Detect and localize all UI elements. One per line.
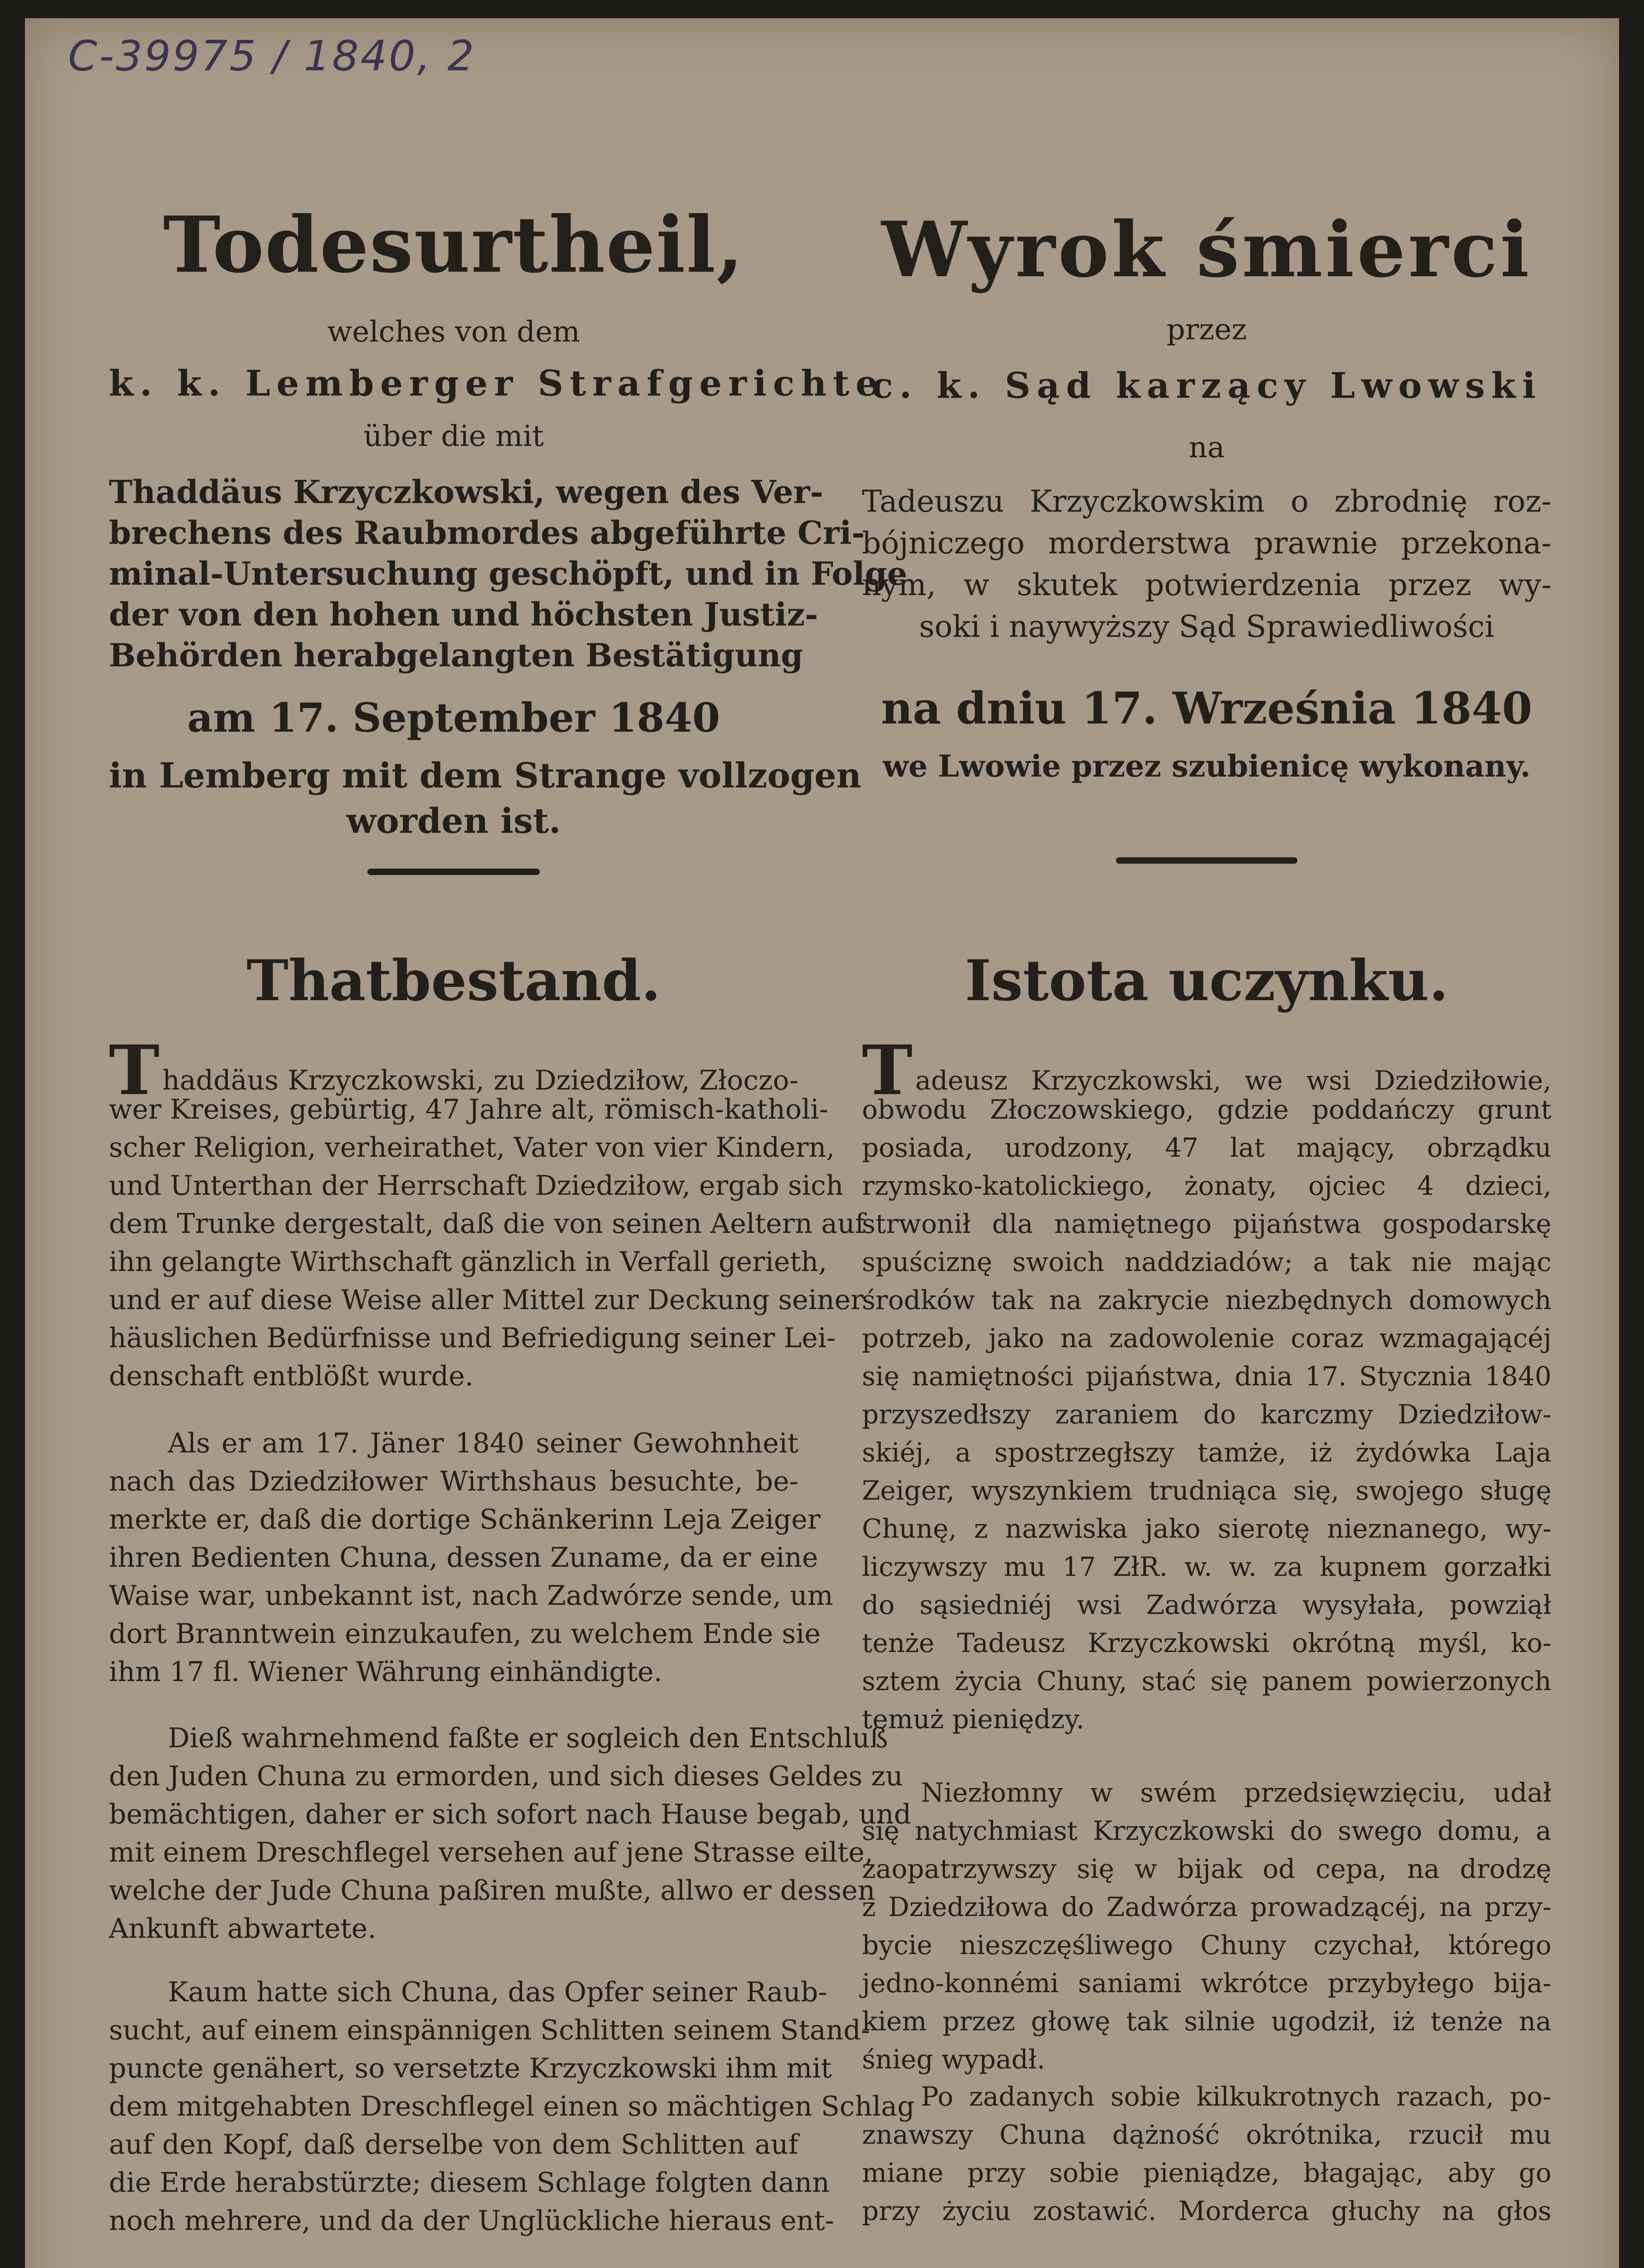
polish-closing: we Lwowie przez szubienicę wykonany. bbox=[882, 748, 1531, 784]
line: kiem przez głowę tak silnie ugodził, iż tenże na bbox=[862, 2006, 1551, 2037]
line: spuściznę swoich naddziadów; a tak nie mając bbox=[862, 1246, 1551, 1277]
line: Tadeuszu Krzyczkowskim o zbrodnię roz- bbox=[862, 484, 1551, 519]
line: minal-Untersuchung geschöpft, und in Folge bbox=[109, 555, 907, 592]
line: miane przy sobie pieniądze, błagając, aby go bbox=[862, 2157, 1551, 2188]
line: środków tak na zakrycie niezbędnych domowych bbox=[862, 1285, 1551, 1315]
line: soki i naywyższy Sąd Sprawiedliwości bbox=[919, 609, 1494, 644]
line: zaopatrzywszy się w bijak od cepa, na drodzę bbox=[862, 1853, 1551, 1884]
line: nach das Dziedziłower Wirthshaus besuchte, be- bbox=[109, 1466, 798, 1497]
line: haddäus Krzyczkowski, zu Dziedziłow, Złoczo- bbox=[162, 1065, 798, 1096]
line: Ankunft abwartete. bbox=[109, 1913, 377, 1945]
line: się namiętności pijaństwa, dnia 17. Stycznia 1840 bbox=[862, 1361, 1551, 1392]
german-closing-1: in Lemberg mit dem Strange vollzogen bbox=[109, 755, 861, 796]
german-title: Todesurtheil, bbox=[163, 200, 744, 290]
line: Po zadanych sobie kilkukrotnych razach, po- bbox=[921, 2081, 1551, 2112]
line: posiada, urodzony, 47 lat mający, obrządku bbox=[862, 1132, 1551, 1163]
german-paragraph-3 bbox=[109, 1719, 911, 1948]
line: rzymsko-katolickiego, żonaty, ojciec 4 dzieci, bbox=[862, 1170, 1551, 1201]
line: und er auf diese Weise aller Mittel zur Deckung seiner bbox=[109, 1284, 864, 1316]
german-paragraph-1 bbox=[109, 1031, 865, 1395]
polish-paragraph-2 bbox=[862, 1774, 1551, 2078]
line: nym, w skutek potwierdzenia przez wy- bbox=[862, 567, 1551, 602]
line: skiéj, a spostrzegłszy tamże, iż żydówka Laja bbox=[862, 1437, 1551, 1468]
line: bemächtigen, daher er sich sofort nach Hause begab, und bbox=[109, 1799, 911, 1830]
line: scher Religion, verheirathet, Vater von vier Kindern, bbox=[109, 1132, 835, 1163]
line: Als er am 17. Jäner 1840 seiner Gewohnheit bbox=[168, 1427, 798, 1459]
line: przyszedłszy zaraniem do karczmy Dziedziłow- bbox=[862, 1399, 1551, 1430]
line: temuż pieniędzy. bbox=[862, 1704, 1085, 1735]
line: sucht, auf einem einspännigen Schlitten seinem Stand- bbox=[109, 2014, 870, 2046]
line: z Dziedziłowa do Zadwórza prowadzącéj, na przy- bbox=[862, 1892, 1551, 1922]
german-intro-1: welches von dem bbox=[327, 315, 580, 349]
line: Kaum hatte sich Chuna, das Opfer seiner Raub- bbox=[168, 1976, 827, 2008]
line: Dieß wahrnehmend faßte er sogleich den Entschluß bbox=[168, 1722, 888, 1754]
line: Chunę, z nazwiska jako sierotę nieznanego, wy- bbox=[862, 1513, 1551, 1544]
line: ihm 17 fl. Wiener Währung einhändigte. bbox=[109, 1656, 663, 1688]
line: denschaft entblößt wurde. bbox=[109, 1360, 474, 1392]
german-court: k. k. Lemberger Strafgerichte bbox=[109, 363, 885, 404]
line: ihren Bedienten Chuna, dessen Zuname, da er eine bbox=[109, 1542, 818, 1574]
line: welche der Jude Chuna paßiren mußte, allwo er dessen bbox=[109, 1875, 876, 1906]
german-section-title: Thatbestand. bbox=[246, 948, 661, 1014]
line: auf den Kopf, daß derselbe von dem Schlitten auf bbox=[109, 2129, 798, 2160]
line: potrzeb, jako na zadowolenie coraz wzmagającéj bbox=[862, 1323, 1551, 1354]
line: Waise war, unbekannt ist, nach Zadwórze sende, um bbox=[109, 1580, 833, 1612]
line: brechens des Raubmordes abgeführte Cri- bbox=[109, 514, 865, 552]
line: und Unterthan der Herrschaft Dziedziłow, ergab sich bbox=[109, 1170, 844, 1202]
line: wer Kreises, gebürtig, 47 Jahre alt, römisch-katholi- bbox=[109, 1094, 828, 1125]
line: dem Trunke dergestalt, daß die von seinen Aeltern auf bbox=[109, 1208, 865, 1240]
polish-paragraph-1 bbox=[862, 1031, 1551, 1738]
line: ihn gelangte Wirthschaft gänzlich in Verfall gerieth, bbox=[109, 1246, 827, 1278]
german-closing-2: worden ist. bbox=[346, 801, 561, 841]
divider bbox=[1116, 857, 1297, 864]
line: die Erde herabstürzte; diesem Schlage folgten dann bbox=[109, 2167, 830, 2199]
line: adeusz Krzyczkowski, we wsi Dziedziłowie, bbox=[915, 1065, 1551, 1096]
german-execution-date: am 17. September 1840 bbox=[187, 694, 720, 741]
line: przy życiu zostawić. Morderca głuchy na głos bbox=[862, 2195, 1551, 2226]
line: merkte er, daß die dortige Schänkerinn Leja Zeiger bbox=[109, 1504, 821, 1535]
polish-paragraph-3 bbox=[862, 2077, 1551, 2230]
german-verdict-text bbox=[109, 472, 907, 676]
line: mit einem Dreschflegel versehen auf jene Strasse eilte, bbox=[109, 1837, 873, 1868]
archive-signature: C-39975 / 1840, 2 bbox=[68, 32, 476, 80]
drop-capital: T bbox=[109, 1031, 160, 1110]
line: jedno-konnémi saniami wkrótce przybyłego bija- bbox=[862, 1968, 1551, 1999]
line: bójniczego morderstwa prawnie przekona- bbox=[862, 526, 1551, 561]
line: puncte genähert, so versetzte Krzyczkowski ihm mit bbox=[109, 2053, 832, 2084]
german-paragraph-2 bbox=[109, 1424, 833, 1691]
polish-intro-2: na bbox=[1189, 431, 1225, 464]
german-paragraph-4 bbox=[109, 1973, 915, 2240]
german-intro-2: über die mit bbox=[363, 420, 544, 453]
line: noch mehrere, und da der Unglückliche hieraus ent- bbox=[109, 2205, 834, 2237]
line: Behörden herabgelangten Bestätigung bbox=[109, 636, 803, 674]
polish-section-title: Istota uczynku. bbox=[964, 948, 1449, 1014]
line: Thaddäus Krzyczkowski, wegen des Ver- bbox=[109, 473, 823, 511]
polish-intro-1: przez bbox=[1166, 313, 1247, 347]
line: der von den hohen und höchsten Justiz- bbox=[109, 596, 818, 633]
polish-title: Wyrok śmierci bbox=[881, 205, 1532, 294]
line: się natychmiast Krzyczkowski do swego domu, a bbox=[862, 1815, 1551, 1846]
line: bycie nieszczęśliwego Chuny czychał, którego bbox=[862, 1930, 1551, 1960]
line: dem mitgehabten Dreschflegel einen so mächtigen Schlag bbox=[109, 2091, 915, 2122]
line: śnieg wypadł. bbox=[862, 2044, 1046, 2075]
line: obwodu Złoczowskiego, gdzie poddańczy grunt bbox=[862, 1094, 1551, 1125]
divider bbox=[367, 869, 540, 875]
line: znawszy Chuna dążność okrótnika, rzucił mu bbox=[862, 2119, 1551, 2150]
line: liczywszy mu 17 ZłR. w. w. za kupnem gorzałki bbox=[862, 1551, 1551, 1582]
line: den Juden Chuna zu ermorden, und sich dieses Geldes zu bbox=[109, 1760, 903, 1792]
drop-capital: T bbox=[862, 1031, 913, 1110]
polish-court: c. k. Sąd karzący Lwowski bbox=[871, 365, 1542, 406]
line: Zeiger, wyszynkiem trudniąca się, swojego sługę bbox=[862, 1475, 1551, 1506]
line: strwonił dla namiętnego pijaństwa gospodarskę bbox=[862, 1208, 1551, 1239]
line: do sąsiedniéj wsi Zadwórza wysyłała, powziął bbox=[862, 1589, 1551, 1620]
polish-verdict-text bbox=[862, 481, 1551, 648]
line: dort Branntwein einzukaufen, zu welchem Ende sie bbox=[109, 1618, 821, 1650]
polish-execution-date: na dniu 17. Września 1840 bbox=[881, 683, 1532, 734]
line: tenże Tadeusz Krzyczkowski okrótną myśl, ko- bbox=[862, 1628, 1551, 1658]
line: Niezłomny w swém przedsięwzięciu, udał bbox=[921, 1777, 1551, 1808]
line: häuslichen Bedürfnisse und Befriedigung seiner Lei- bbox=[109, 1322, 836, 1354]
line: sztem życia Chuny, stać się panem powierzonych bbox=[862, 1666, 1551, 1696]
